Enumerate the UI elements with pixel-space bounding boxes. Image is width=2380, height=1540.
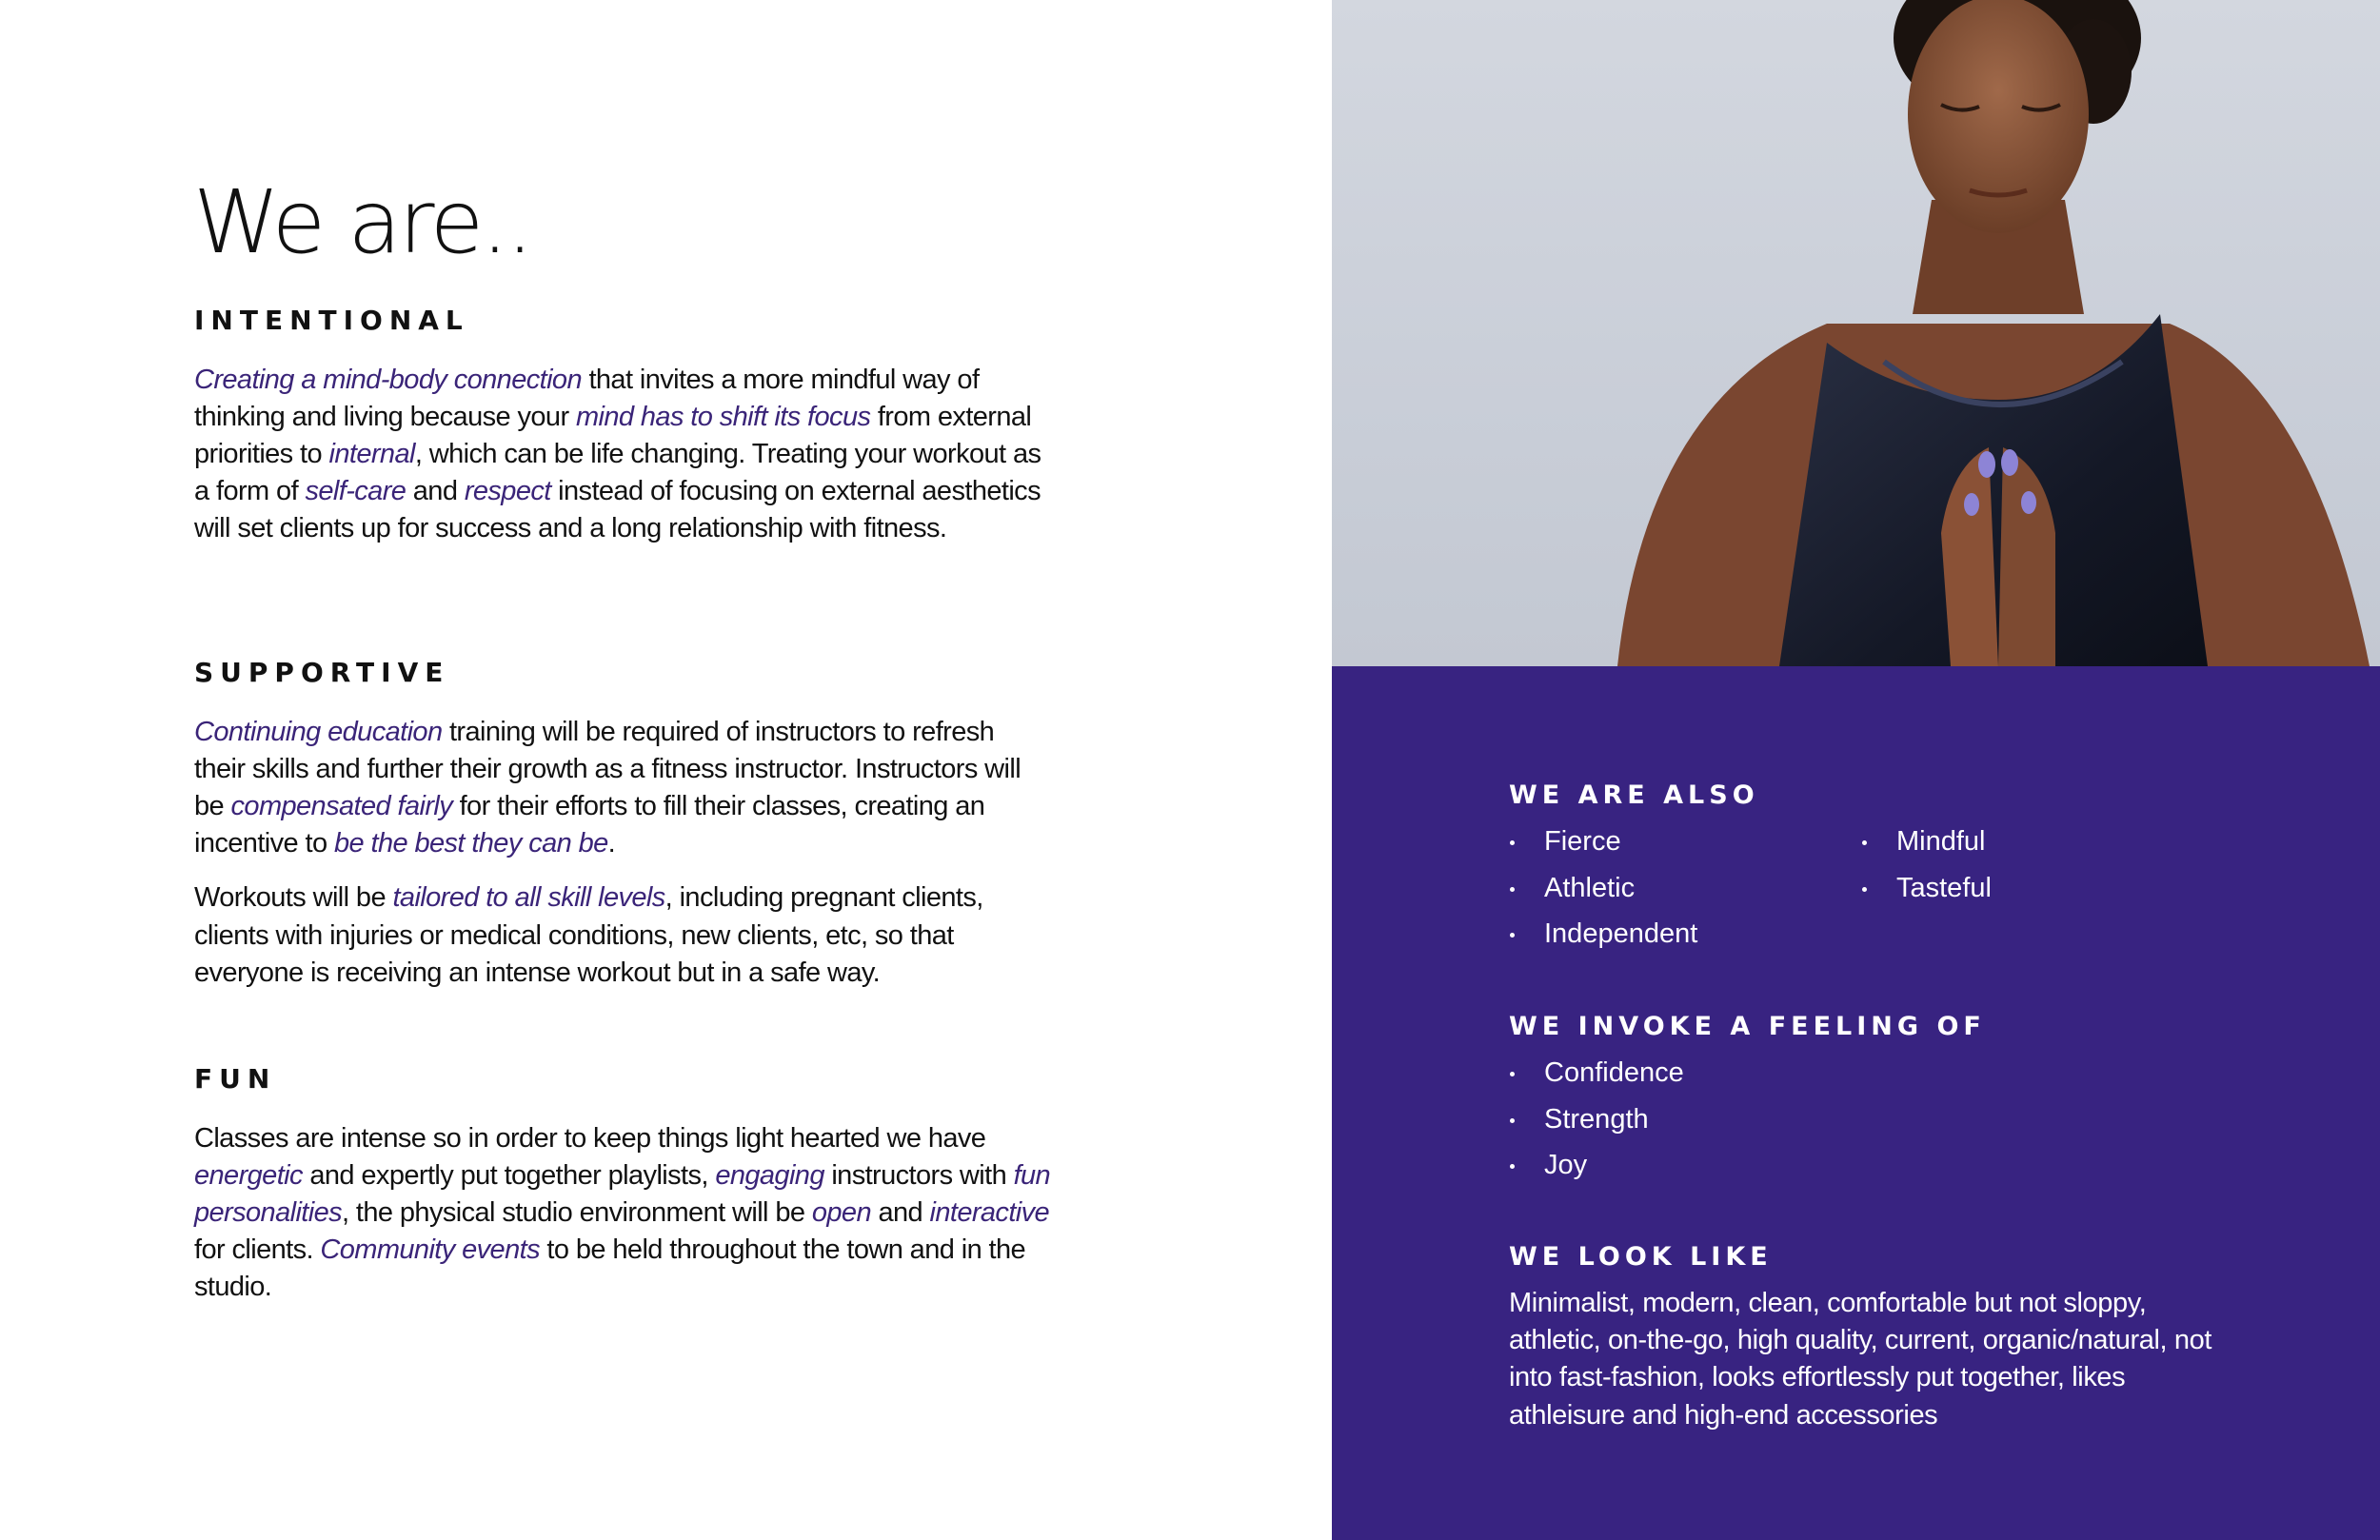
emphasis-text: be the best they can be [333,828,608,859]
emphasis-text: compensated fairly [230,791,453,821]
emphasis-text: tailored to all skill levels [392,882,665,914]
supportive-paragraph-1 [194,714,1051,863]
emphasis-text: energetic [194,1159,303,1191]
emphasis-text: internal [328,439,415,469]
emphasis-text: open [811,1197,871,1228]
emphasis-text: engaging [715,1159,824,1191]
woman-prayer-pose-illustration [1332,0,2380,666]
we-are-also-list-col1 [1509,828,1697,967]
list-item: Strength [1509,1106,1684,1153]
look-description: Minimalist, modern, clean, comfortable but not sloppy, athletic, on-the-go, high quality, current, organic/natural, not into fast-fashion, looks effortlessly put together, likes athleisure and high-end accessories [1509,1288,2211,1431]
list-item: Independent [1509,920,1697,967]
emphasis-text: self-care [305,476,407,507]
feeling-list [1509,1059,1684,1198]
body-text: that invites a more mindful way of thinking and living because your [194,364,980,432]
body-text: . [607,828,616,859]
body-text: for clients. [194,1234,321,1266]
section-heading-fun: FUN [194,1063,277,1095]
feeling-heading: WE INVOKE A FEELING OF [1509,1012,1986,1041]
page-title: We are.. [193,171,531,273]
list-item: Fierce [1509,828,1697,875]
body-text: and [870,1197,930,1228]
intentional-paragraph [194,362,1051,548]
section-heading-supportive: SUPPORTIVE [194,657,450,688]
emphasis-text: Creating a mind-body connection [194,364,582,395]
body-text: to be held throughout the town and in the studio. [194,1234,1026,1303]
list-item: Athletic [1509,875,1697,921]
list-item: Joy [1509,1152,1684,1198]
emphasis-text: mind has to shift its focus [575,401,871,432]
emphasis-text: fun personalities [194,1159,1051,1228]
look-heading: WE LOOK LIKE [1509,1242,1773,1272]
body-text: instructors with [823,1159,1014,1191]
section-heading-intentional: INTENTIONAL [194,305,469,336]
list-item: Mindful [1861,828,1992,875]
section-supportive [194,657,1051,992]
body-text: and [406,476,465,507]
body-text: Classes are intense so in order to keep things light hearted we have [194,1122,986,1154]
fun-paragraph [194,1120,1051,1307]
emphasis-text: interactive [929,1197,1050,1228]
body-text: , which can be life changing. Treating your workout as a form of [194,439,1041,507]
yoga-photo [1332,0,2380,666]
supportive-paragraph-2 [194,879,1051,992]
body-text: and expertly put together playlists, [302,1159,716,1191]
list-item: Confidence [1509,1059,1684,1106]
body-text: for their efforts to fill their classes, creating an incentive to [194,791,985,859]
section-intentional [194,305,1051,548]
body-text: , including pregnant clients, clients with injuries or medical conditions, new clients, etc, so that everyone is receiving an intense workout but in a safe way. [194,882,983,988]
body-text: from external priorities to [194,401,1032,469]
body-text: , the physical studio environment will be [342,1197,812,1228]
emphasis-text: respect [464,476,551,507]
body-text: training will be required of instructors to refresh their skills and further their growth as a fitness instructor. Instructors will be [194,716,1021,821]
body-text: instead of focusing on external aesthetics will set clients up for success and a long relationship with fitness. [194,476,1041,544]
emphasis-text: Continuing education [194,716,443,747]
emphasis-text: Community events [320,1234,540,1266]
we-are-also-heading: WE ARE ALSO [1509,780,1759,810]
we-are-also-list-col2 [1861,828,1992,920]
body-text: Workouts will be [194,882,393,914]
section-fun [194,1063,1051,1307]
list-item: Tasteful [1861,875,1992,921]
